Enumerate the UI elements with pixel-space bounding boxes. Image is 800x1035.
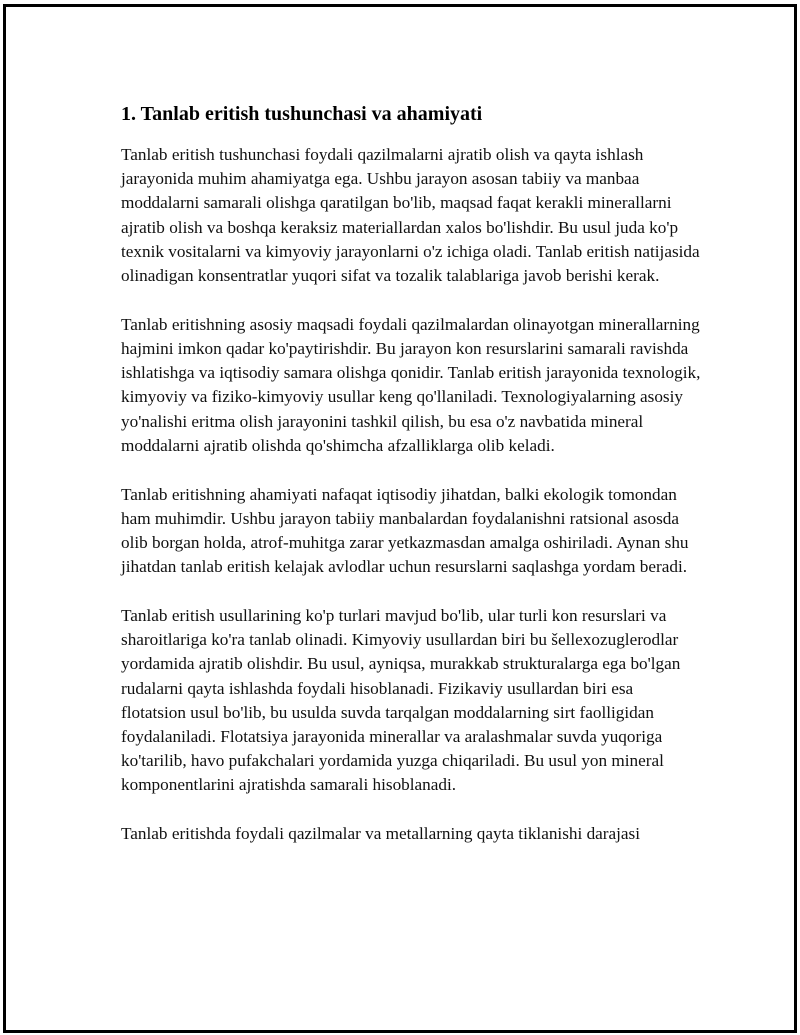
- paragraph-4: Tanlab eritish usullarining ko'p turlari mavjud bo'lib, ular turli kon resurslari va sharoitlariga ko'ra tanlab olinadi. Kimyoviy usullardan biri bu šellexozuglerodlar yordamida ajratib olishdir. Bu usul, ayniqsa, murakkab strukturalarga ega bo'lgan rudalarni qayta ishlashda foydali hisoblanadi. Fizikaviy usullardan biri esa flotatsion usul bo'lib, bu usulda suvda tarqalgan moddalarning sirt faolligidan foydalaniladi. Flotatsiya jarayonida minerallar va aralashmalar suvda yuqoriga ko'tarilib, havo pufakchalari yordamida yuzga chiqariladi. Bu usul yon mineral komponentlarini ajratishda samarali hisoblanadi.: [121, 606, 681, 795]
- paragraph-1: Tanlab eritish tushunchasi foydali qazilmalarni ajratib olish va qayta ishlash jarayonida muhim ahamiyatga ega. Ushbu jarayon asosan tabiiy va manbaa moddalarni samarali olishga qaratilgan bo'lib, maqsad faqat kerakli minerallarni ajratib olish va boshqa keraksiz materiallardan xalos bo'lishdir. Bu usul juda ko'p texnik vositalarni va kimyoviy jarayonlarni o'z ichiga oladi. Tanlab eritish natijasida olinadigan konsentratlar yuqori sifat va tozalik talablariga javob berishi kerak.: [121, 145, 700, 286]
- section-heading: 1. Tanlab eritish tushunchasi va ahamiyati: [121, 103, 483, 125]
- paragraph-2: Tanlab eritishning asosiy maqsadi foydali qazilmalardan olinayotgan minerallarning hajmini imkon qadar ko'paytirishdir. Bu jarayon kon resurslarini samarali ravishda ishlatishga va iqtisodiy samara olishga qonidir. Tanlab eritish jarayonida texnologik, kimyoviy va fiziko-kimyoviy usullar keng qo'llaniladi. Texnologiyalarning asosiy yo'nalishi eritma olish jarayonini tashkil qilish, bu esa o'z navbatida mineral moddalarni ajratib olishda qo'shimcha afzalliklarga olib keladi.: [121, 314, 701, 455]
- page-frame: [3, 4, 797, 1033]
- document-body: [121, 101, 701, 871]
- paragraph-5: Tanlab eritishda foydali qazilmalar va metallarning qayta tiklanishi darajasi: [121, 824, 641, 844]
- paragraph-3: Tanlab eritishning ahamiyati nafaqat iqtisodiy jihatdan, balki ekologik tomondan ham muhimdir. Ushbu jarayon tabiiy manbalardan foydalanishni ratsional asosda olib borgan holda, atrof-muhitga zarar yetkazmasdan amalga oshiriladi. Aynan shu jihatdan tanlab eritish kelajak avlodlar uchun resurslarni saqlashga yordam beradi.: [121, 484, 689, 577]
